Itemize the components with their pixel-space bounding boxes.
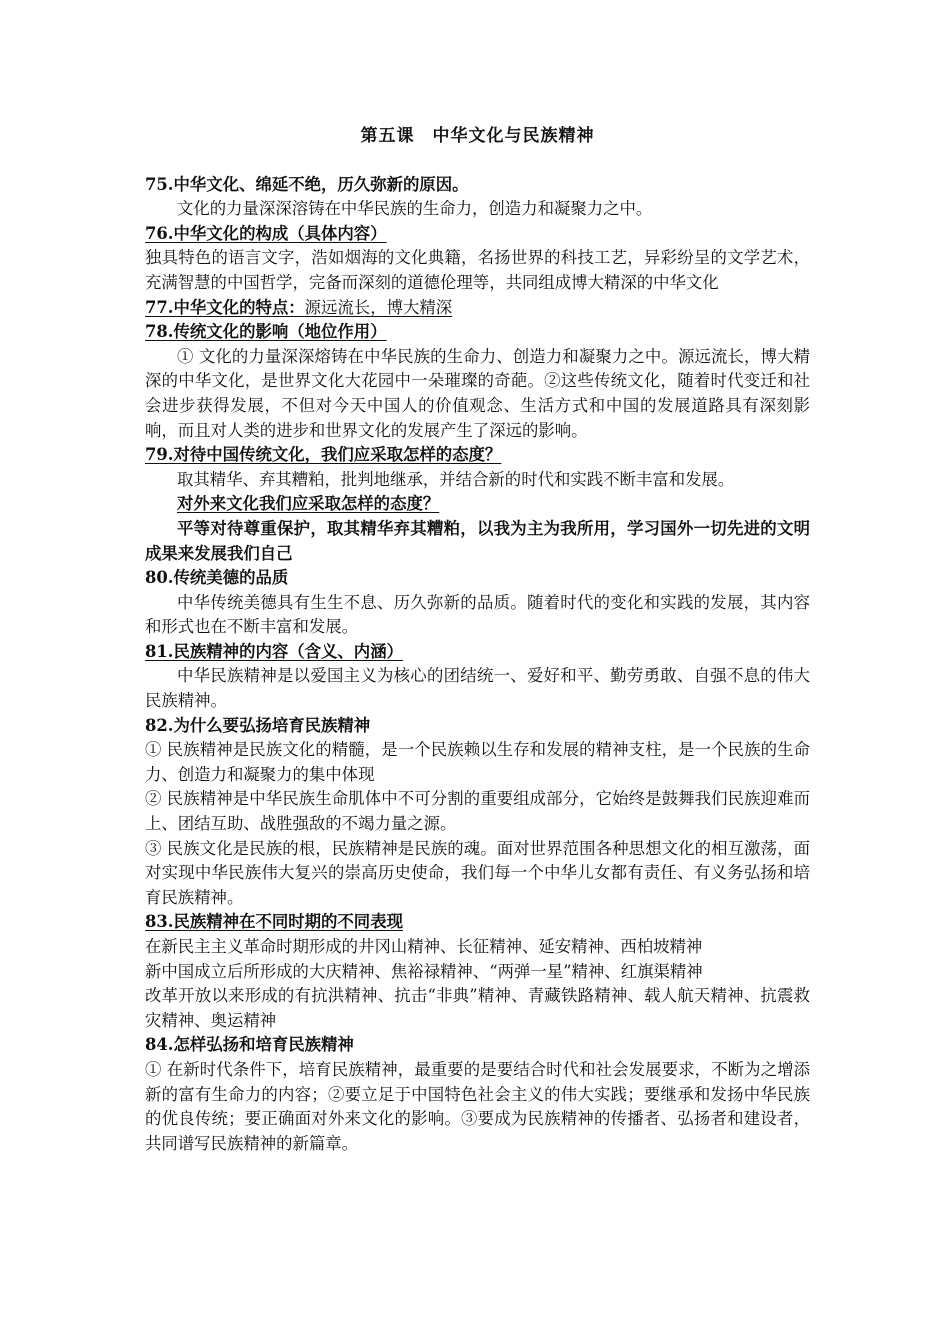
subheading-79-text: 对外来文化我们应采取怎样的态度？ xyxy=(177,494,440,514)
period-line-2: 新中国成立后所形成的大庆精神、焦裕禄精神、“两弹一星”精神、红旗渠精神 xyxy=(145,961,703,981)
body-79: 取其精华、弃其糟粕，批判地继承，并结合新的时代和实践不断丰富和发展。 xyxy=(177,469,735,489)
body-80: 中华传统美德具有生生不息、历久弥新的品质。随着时代的变化和实践的发展，其内容和形式也在不断丰富和发展。 xyxy=(145,592,810,637)
reason-item-3: ③ 民族文化是民族的根，民族精神是民族的魂。面对世界范围各种思想文化的相互激荡，面对实现中华民族伟大复兴的崇高历史使命，我们每一个中华儿女都有责任、有义务弘扬和培育民族精神。 xyxy=(145,838,810,907)
body-75: 文化的力量深深溶铸在中华民族的生命力，创造力和凝聚力之中。 xyxy=(177,199,653,219)
heading-77-text: 77.中华文化的特点： xyxy=(145,297,305,317)
heading-78 xyxy=(145,320,810,345)
heading-82: 82.为什么要弘扬培育民族精神 xyxy=(145,715,371,735)
document-page xyxy=(145,118,810,1156)
heading-75: 75.中华文化、绵延不绝，历久弥新的原因。 xyxy=(145,174,469,194)
heading-80: 80.传统美德的品质 xyxy=(145,568,289,588)
heading-79-text: 79.对待中国传统文化，我们应采取怎样的态度？ xyxy=(145,445,502,465)
page-title: 第五课 中华文化与民族精神 xyxy=(360,126,595,146)
answer-77: 源远流长，博大精深 xyxy=(304,297,453,317)
reason-item-2: ② 民族精神是中华民族生命肌体中不可分割的重要组成部分，它始终是鼓舞我们民族迎难而上、团结互助、战胜强敌的不竭力量之源。 xyxy=(145,789,810,834)
subheading-79 xyxy=(145,492,810,517)
heading-84: 84.怎样弘扬和培育民族精神 xyxy=(145,1035,354,1055)
heading-76-text: 76.中华文化的构成（具体内容） xyxy=(145,223,387,243)
body-84: ① 在新时代条件下，培育民族精神，最重要的是要结合时代和社会发展要求，不断为之增添新的富有生命力的内容；②要立足于中国特色社会主义的伟大实践；要继承和发扬中华民族的优良传统；要正确面对外来文化的影响。③要成为民族精神的传播者、弘扬者和建设者，共同谱写民族精神的新篇章。 xyxy=(145,1059,810,1153)
heading-76 xyxy=(145,222,810,247)
heading-83-text: 83.民族精神在不同时期的不同表现 xyxy=(145,912,403,932)
heading-83 xyxy=(145,910,810,935)
period-line-1: 在新民主主义革命时期形成的井冈山精神、长征精神、延安精神、西柏坡精神 xyxy=(145,937,703,956)
heading-78-text: 78.传统文化的影响（地位作用） xyxy=(145,322,387,342)
body-81: 中华民族精神是以爱国主义为核心的团结统一、爱好和平、勤劳勇敢、自强不息的伟大民族精神。 xyxy=(145,666,810,711)
heading-77 xyxy=(145,296,810,321)
period-line-3: 改革开放以来形成的有抗洪精神、抗击“非典”精神、青藏铁路精神、载人航天精神、抗震救灾精神、奥运精神 xyxy=(145,986,810,1030)
heading-79 xyxy=(145,443,810,468)
reason-item-1: ① 民族精神是民族文化的精髓，是一个民族赖以生存和发展的精神支柱，是一个民族的生命力、创造力和凝聚力的集中体现 xyxy=(145,740,810,784)
body-76: 独具特色的语言文字，浩如烟海的文化典籍，名扬世界的科技工艺，异彩纷呈的文学艺术，充满智慧的中国哲学，完备而深刻的道德伦理等，共同组成博大精深的中华文化 xyxy=(145,248,810,292)
heading-81-text: 81.民族精神的内容（含义、内涵） xyxy=(145,641,403,661)
subbody-79: 平等对待尊重保护，取其精华弃其糟粕，以我为主为我所用，学习国外一切先进的文明成果来发展我们自己 xyxy=(145,518,810,563)
heading-81 xyxy=(145,640,810,665)
body-78: ① 文化的力量深深熔铸在中华民族的生命力、创造力和凝聚力之中。源远流长，博大精深的中华文化，是世界文化大花园中一朵璀璨的奇葩。②这些传统文化，随着时代变迁和社会进步获得发展，不但对今天中国人的价值观念、生活方式和中国的发展道路具有深刻影响，而且对人类的进步和世界文化的发展产生了深远的影响。 xyxy=(145,346,810,440)
